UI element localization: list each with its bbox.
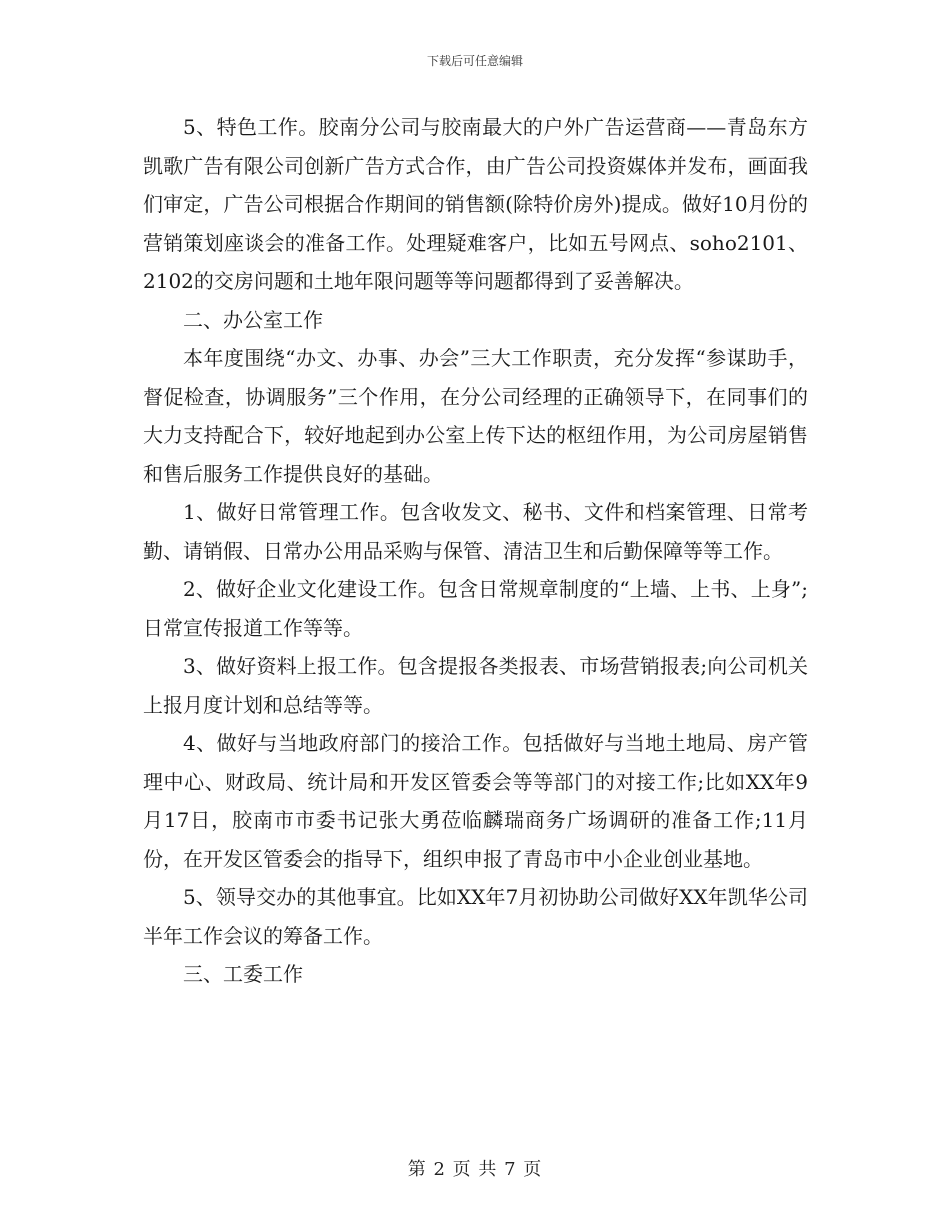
paragraph-other-tasks: 5、领导交办的其他事宜。比如XX年7月初协助公司做好XX年凯华公司半年工作会议的筹备工作。 [143,885,808,948]
section-heading-office-work: 二、办公室工作 [183,307,323,332]
paragraph-data-reporting: 3、做好资料上报工作。包含提报各类报表、市场营销报表;向公司机关上报月度计划和总结等等。 [143,654,808,717]
paragraph-corporate-culture: 2、做好企业文化建设工作。包含日常规章制度的“上墙、上书、上身”;日常宣传报道工作等等。 [143,577,808,640]
page-header-note: 下载后可任意编辑 [426,54,523,68]
paragraph-government-liaison: 4、做好与当地政府部门的接洽工作。包括做好与当地土地局、房产管理中心、财政局、统计局和开发区管委会等等部门的对接工作;比如XX年9月17日，胶南市市委书记张大勇莅临麟瑞商务广场调研的准备工作;11月份，在开发区管委会的指导下，组织申报了青岛市中小企业创业基地。 [143,731,808,871]
paragraph-office-overview: 本年度围绕“办文、办事、办会”三大工作职责，充分发挥“参谋助手，督促检查，协调服务”三个作用，在分公司经理的正确领导下，在同事们的大力支持配合下，较好地起到办公室上传下达的枢纽作用，为公司房屋销售和售后服务工作提供良好的基础。 [143,346,808,486]
paragraph-special-work: 5、特色工作。胶南分公司与胶南最大的户外广告运营商——青岛东方凯歌广告有限公司创新广告方式合作，由广告公司投资媒体并发布，画面我们审定，广告公司根据合作期间的销售额(除特价房外)提成。做好10月份的营销策划座谈会的准备工作。处理疑难客户，比如五号网点、soho2101、2102的交房问题和土地年限问题等等问题都得到了妥善解决。 [143,115,808,293]
page-number-footer: 第 2 页 共 7 页 [407,1159,543,1180]
section-heading-union-work: 三、工委工作 [183,962,303,986]
document-body [143,108,808,994]
paragraph-daily-management: 1、做好日常管理工作。包含收发文、秘书、文件和档案管理、日常考勤、请销假、日常办公用品采购与保管、清洁卫生和后勤保障等等工作。 [143,500,808,563]
